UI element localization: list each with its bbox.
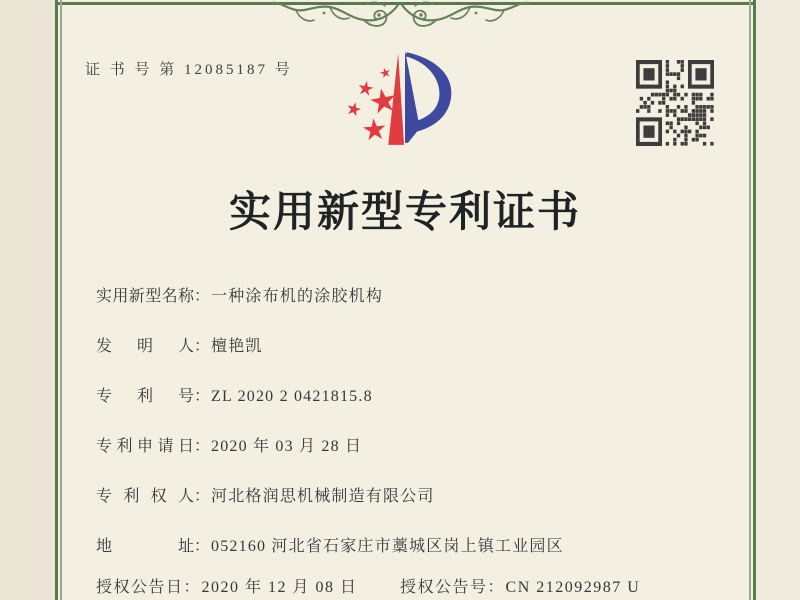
field-colon: ： — [194, 538, 211, 555]
field-label: 发明人 — [96, 338, 194, 355]
field-row-patentee — [96, 483, 435, 506]
field-value: ZL 2020 2 0421815.8 — [211, 388, 373, 405]
certificate-number: 证 书 号 第 12085187 号 — [85, 62, 293, 78]
field-value: 052160 河北省石家庄市藁城区岗上镇工业园区 — [211, 538, 564, 555]
cnipa-logo-icon — [342, 46, 470, 162]
field-value: 檀艳凯 — [211, 338, 263, 355]
frame-left-inner-line — [60, 0, 62, 600]
field-row-patent-number — [96, 383, 373, 406]
field-colon: ： — [194, 438, 211, 455]
star-icon — [357, 80, 374, 97]
scan-margin-left — [0, 0, 55, 600]
qr-code-icon — [636, 60, 714, 146]
frame-right-inner-line — [749, 0, 751, 600]
grant-date — [96, 574, 358, 597]
field-colon: ： — [194, 388, 211, 405]
field-value: 河北格润思机械制造有限公司 — [211, 488, 435, 505]
field-value: 2020 年 03 月 28 日 — [211, 438, 363, 455]
field-label: 实用新型名称 — [96, 288, 194, 305]
field-colon: ： — [183, 579, 200, 596]
grant-number-value: CN 212092987 U — [505, 579, 641, 596]
page-title: 实用新型专利证书 — [228, 190, 581, 236]
frame-left-line — [55, 0, 58, 600]
field-colon: ： — [487, 579, 504, 596]
grant-date-value: 2020 年 12 月 08 日 — [201, 579, 358, 596]
grant-date-label: 授权公告日 — [96, 579, 184, 596]
field-label: 地址 — [96, 538, 194, 555]
field-label: 专利权人 — [96, 488, 194, 505]
field-row-filing-date — [96, 433, 362, 456]
frame-right-line — [753, 0, 756, 600]
field-row-name — [96, 283, 383, 306]
field-row-address — [96, 533, 564, 556]
field-label: 专利申请日 — [96, 438, 194, 455]
star-icon — [345, 100, 362, 117]
scan-margin-right — [757, 0, 800, 600]
field-label: 专利号 — [96, 388, 194, 405]
star-icon — [362, 117, 386, 140]
field-colon: ： — [194, 488, 211, 505]
field-row-inventor — [96, 333, 263, 356]
field-value: 一种涂布机的涂胶机构 — [211, 288, 384, 305]
field-colon: ： — [194, 338, 211, 355]
star-icon — [379, 66, 391, 78]
grant-number-label: 授权公告号 — [400, 579, 488, 596]
floral-flourish-ornament — [270, 0, 530, 30]
grant-number — [400, 574, 640, 597]
field-colon: ： — [194, 288, 211, 305]
